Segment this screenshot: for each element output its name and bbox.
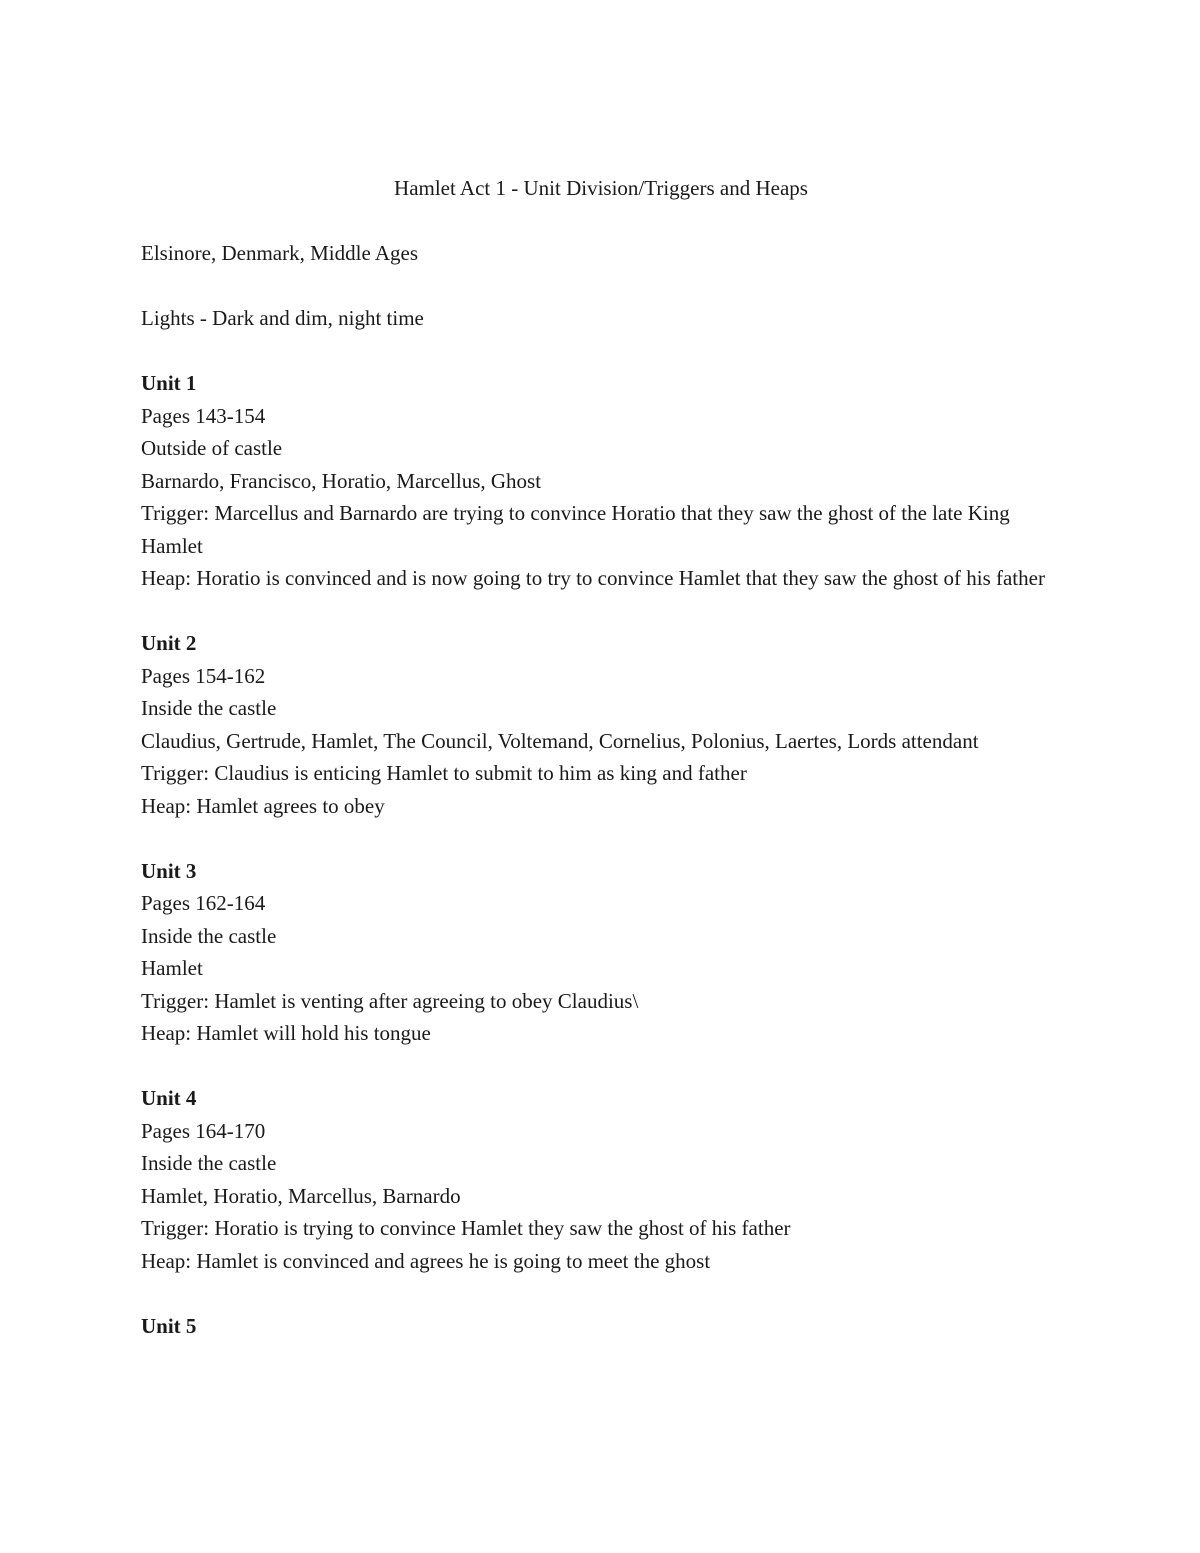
- unit-pages: Pages 164-170: [141, 1118, 266, 1143]
- unit-heap: Heap: Hamlet agrees to obey: [141, 793, 385, 818]
- unit-heading: Unit 1: [141, 371, 197, 395]
- unit-section-4: [141, 1082, 1061, 1277]
- unit-trigger: Trigger: Horatio is trying to convince Hamlet they saw the ghost of his father: [141, 1216, 791, 1240]
- unit-characters: Hamlet: [141, 956, 203, 980]
- document-page: [141, 172, 1061, 1375]
- unit-section-2: [141, 627, 1061, 822]
- unit-heading: Unit 5: [141, 1313, 197, 1338]
- unit-heading: Unit 2: [141, 631, 197, 655]
- unit-location: Outside of castle: [141, 436, 283, 460]
- unit-section-3: [141, 855, 1061, 1050]
- unit-location: Inside the castle: [141, 696, 277, 720]
- setting-text: Elsinore, Denmark, Middle Ages: [141, 241, 419, 265]
- unit-pages: Pages 143-154: [141, 403, 266, 428]
- unit-location: Inside the castle: [141, 923, 277, 948]
- unit-characters: Hamlet, Horatio, Marcellus, Barnardo: [141, 1183, 461, 1208]
- unit-trigger: Trigger: Hamlet is venting after agreeing to obey Claudius\: [141, 988, 639, 1013]
- unit-trigger: Trigger: Marcellus and Barnardo are trying to convince Horatio that they saw the ghost of the late King Hamlet: [141, 501, 1010, 558]
- unit-characters: Barnardo, Francisco, Horatio, Marcellus, Ghost: [141, 468, 542, 493]
- unit-characters: Claudius, Gertrude, Hamlet, The Council, Voltemand, Cornelius, Polonius, Laertes, Lords attendant: [141, 728, 979, 753]
- unit-section-5: [141, 1310, 1061, 1343]
- lights-text: Lights - Dark and dim, night time: [141, 306, 424, 330]
- unit-pages: Pages 154-162: [141, 663, 266, 688]
- unit-heap: Heap: Hamlet will hold his tongue: [141, 1021, 431, 1045]
- unit-heading: Unit 3: [141, 858, 197, 883]
- unit-heading: Unit 4: [141, 1086, 197, 1110]
- unit-location: Inside the castle: [141, 1151, 277, 1175]
- unit-section-1: [141, 367, 1061, 595]
- document-title: Hamlet Act 1 - Unit Division/Triggers and Heaps: [394, 176, 808, 200]
- unit-heap: Heap: Hamlet is convinced and agrees he is going to meet the ghost: [141, 1248, 711, 1273]
- unit-pages: Pages 162-164: [141, 891, 266, 915]
- unit-heap: Heap: Horatio is convinced and is now going to try to convince Hamlet that they saw the ghost of his father: [141, 566, 1045, 590]
- unit-trigger: Trigger: Claudius is enticing Hamlet to submit to him as king and father: [141, 761, 747, 785]
